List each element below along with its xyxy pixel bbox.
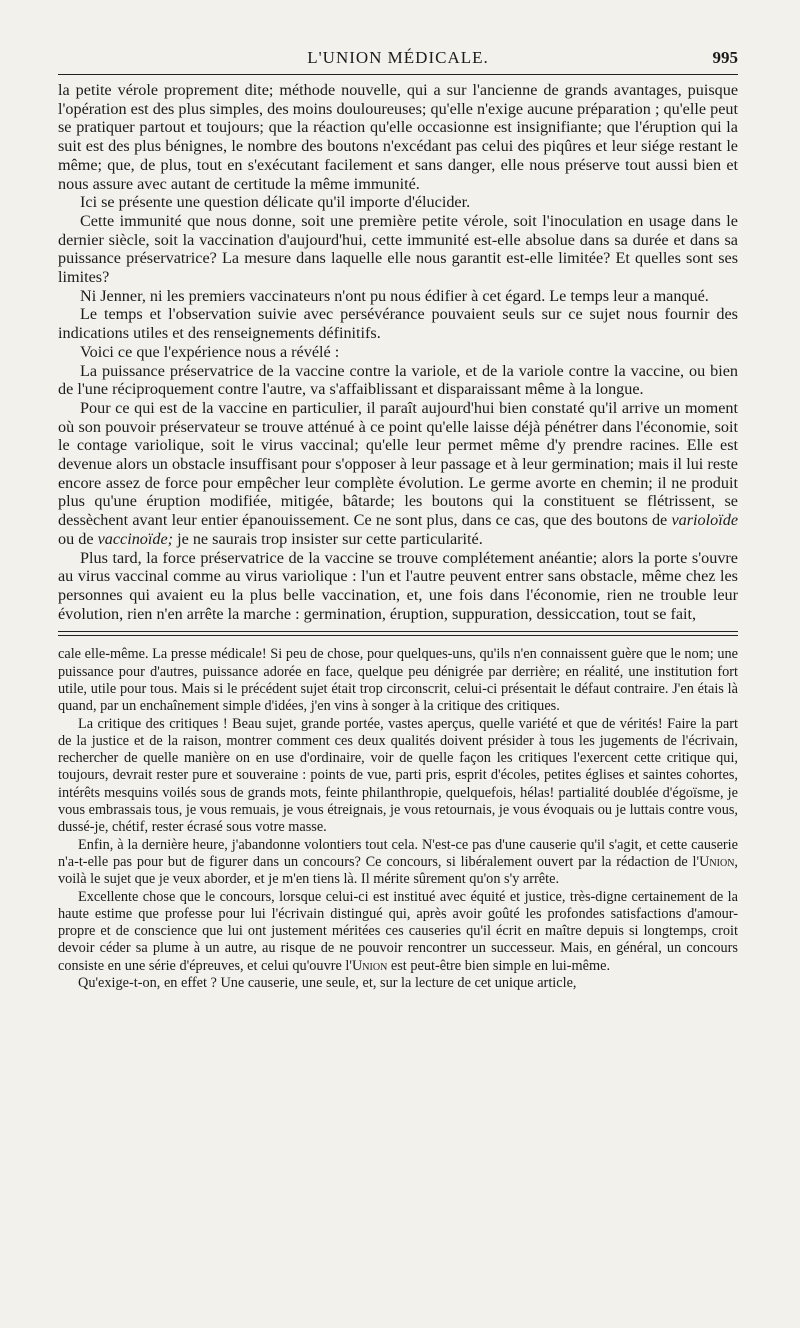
paragraph-text: je ne saurais trop insister sur cette particularité. — [173, 529, 483, 548]
feuilleton-paragraph — [58, 889, 738, 975]
paragraph: Plus tard, la force préservatrice de la vaccine se trouve complétement anéantie; alors la porte s'ouvre au virus vaccinal comme au virus variolique : l'un et l'autre peuvent entrer sans obstacle, même chez les personnes qui avaient eu la plus belle vaccination, et, une fois dans l'économie, rien ne trouble leur évolution, rien n'en arrête la marche : germination, éruption, suppuration, dessiccation, tout se fait, — [58, 548, 738, 623]
main-article — [58, 81, 738, 623]
paragraph: Ni Jenner, ni les premiers vaccinateurs n'ont pu nous édifier à cet égard. Le temps leur a manqué. — [80, 286, 709, 305]
paragraph-text: Pour ce qui est de la vaccine en particulier, il paraît aujourd'hui bien constaté qu'il arrive un moment où son pouvoir préservateur se trouve atténué à ce point qu'elle laisse déjà pénétrer dans l'économie, soit le contage variolique, soit le virus vaccinal; qu'elle leur permet même d'y prendre racines. Elle est devenue alors un obstacle insuffisant pour s'opposer à leur passage et à leur germination; mais il lui reste encore assez de force pour empêcher leur complète évolution. Le germe avorte en chemin; il ne produit plus qu'une éruption modifiée, mitigée, bâtarde; les boutons qui la constituent se flétrissent, se dessèchent avant leur entier épanouissement. Ce ne sont plus, dans ce cas, que des boutons de — [58, 398, 738, 530]
paragraph: Le temps et l'observation suivie avec persévérance pouvaient seuls sur ce sujet nous fournir des indications utiles et des renseignements définitifs. — [58, 305, 738, 343]
journal-name: Union — [699, 853, 735, 870]
running-title: L'UNION MÉDICALE. — [307, 48, 489, 67]
paragraph-text: Enfin, à la dernière heure, j'abandonne volontiers tout cela. N'est-ce pas d'une causerie qu'il s'agit, et cette causerie n'a-t-elle pas pour but de figurer dans un concours? Ce concours, si libéralement ouvert par la rédaction de l' — [58, 836, 738, 870]
feuilleton-paragraph — [58, 837, 738, 889]
page — [58, 40, 738, 992]
feuilleton-paragraph: La critique des critiques ! Beau sujet, grande portée, vastes aperçus, quelle variété et que de vérités! Faire la part de la justice et de la raison, montrer comment ces deux qualités doivent présider à tous les jugements de l'écrivain, rechercher de quelle manière on en use d'ordinaire, voir de quelle façon les critiques l'exercent cette critique qui, toujours, devrait rester pure et souveraine : points de vue, parti pris, esprit d'écoles, petites églises et saintes cohortes, intérêts mesquins voilés sous de grands mots, feinte philanthropie, quelquefois, hélas! partialité doublée d'égoïsme, je vous embrassais tous, je vous remuais, je vous étreignais, je vous retournais, je vous évoquais ou je luttais contre vous, dussé-je, chétif, rester écrasé sous votre masse. — [58, 715, 738, 836]
paragraph — [58, 399, 738, 549]
paragraph: La puissance préservatrice de la vaccine contre la variole, et de la variole contre la vaccine, ou bien de l'une réciproquement contre l'autre, va s'affaiblissant et disparaissant même à la longue. — [58, 361, 738, 399]
journal-name: Union — [351, 957, 388, 974]
paragraph-text: ou de — [58, 529, 98, 548]
paragraph: Voici ce que l'expérience nous a révélé : — [80, 342, 340, 361]
paragraph: Ici se présente une question délicate qu'il importe d'élucider. — [80, 193, 471, 212]
header-rule — [58, 74, 738, 75]
feuilleton-divider — [58, 631, 738, 636]
feuilleton-paragraph: Qu'exige-t-on, en effet ? Une causerie, une seule, et, sur la lecture de cet unique article, — [78, 975, 577, 992]
paragraph-text: , voilà le sujet que je veux aborder, et je m'en tiens là. Il mérite sûrement qu'on s'y arrête. — [58, 853, 738, 888]
paragraph: la petite vérole proprement dite; méthode nouvelle, qui a sur l'ancienne de grands avantages, puisque l'opération est des plus simples, des moins douloureuses; qu'elle n'exige aucune préparation ; qu'elle peut se pratiquer partout et toujours; que la réaction qu'elle occasionne est insignifiante; que l'éruption qui la suit est des plus bénignes, le nombre des boutons n'excédant pas celui des piqûres et leur siége restant le même; que, de plus, tout en s'exécutant facilement et sans danger, elle nous préserve tout aussi bien et nous assure avec autant de certitude la même immunité. — [58, 81, 738, 193]
feuilleton — [58, 646, 738, 992]
page-number: 995 — [712, 48, 738, 67]
paragraph-text: est peut-être bien simple en lui-même. — [387, 957, 611, 974]
italic-term: varioloïde — [671, 511, 739, 530]
italic-term: vaccinoïde; — [97, 529, 174, 548]
paragraph: Cette immunité que nous donne, soit une première petite vérole, soit l'inoculation en usage dans le dernier siècle, soit la vaccination d'aujourd'hui, cette immunité est-elle absolue dans sa durée et dans sa puissance préservatrice? La mesure dans laquelle elle nous garantit est-elle limitée? Et quelles sont ses limites? — [58, 211, 738, 287]
feuilleton-paragraph: cale elle-même. La presse médicale! Si peu de chose, pour quelques-uns, qu'ils n'en connaissent guère que le nom; une puissance pour d'autres, puissance adorée en face, quelque peu dénigrée par derrière; en réalité, une institution fort utile, utile pour tous. Mais si le précédent sujet était trop circonscrit, celui-ci présentait le défaut contraire. J'en étais là quand, par un enchaînement simple d'idées, j'en vins à songer à la critique des critiques. — [58, 646, 738, 715]
page-header — [58, 40, 738, 74]
paragraph-text: Excellente chose que le concours, lorsque celui-ci est institué avec équité et justice, très-digne certainement de la haute estime que professe pour lui l'écrivain distingué qui, après avoir goûté les profondes satisfactions d'amour-propre et de conscience que lui ont justement méritées ces causeries qu'il écrit en maître depuis si longtemps, croit devoir céder sa plume à un autre, au risque de ne pouvoir rencontrer un successeur. Mais, en général, un concours consiste en une série d'épreuves, et celui qu'ouvre l' — [58, 888, 738, 974]
